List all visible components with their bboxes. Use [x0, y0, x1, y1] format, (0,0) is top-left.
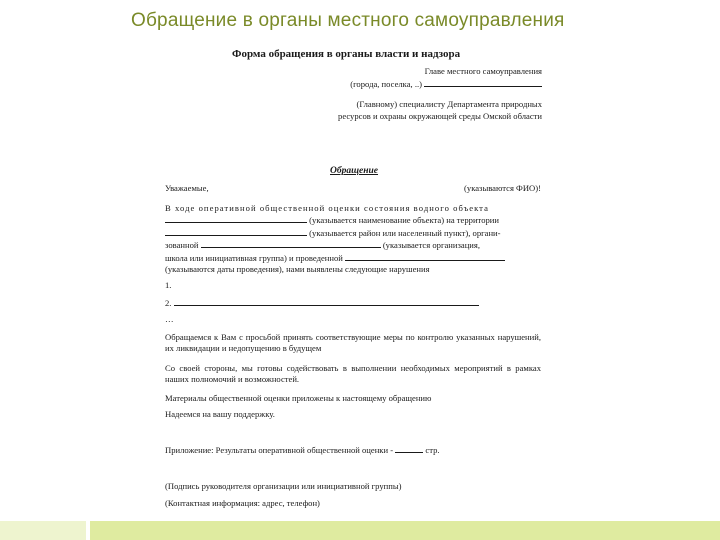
document-heading: Обращение	[330, 166, 379, 176]
fill-line	[165, 227, 307, 236]
fill-line	[165, 214, 307, 223]
signature-note: (Подпись руководителя организации или инициативной группы)	[165, 481, 402, 491]
materials-paragraph: Материалы общественной оценки приложены к настоящему обращению	[165, 393, 432, 403]
body-line: В ходе оперативной общественной оценки состояния водного объекта	[165, 203, 489, 213]
body-line: (указывается наименование объекта) на территории	[165, 214, 541, 226]
fill-line	[174, 297, 479, 306]
hope-paragraph: Надеемся на вашу поддержку.	[165, 409, 275, 419]
item-2: 2.	[165, 297, 541, 309]
fill-line	[424, 78, 542, 87]
item-ellipsis: …	[165, 314, 174, 324]
slide-title: Обращение в органы местного самоуправления	[131, 10, 565, 31]
body-paragraph	[165, 203, 541, 275]
body-line: зованной (указывается организация,	[165, 240, 480, 251]
greeting-left: Уважаемые,	[165, 183, 209, 193]
greeting-right: (указываются ФИО)!	[464, 183, 541, 193]
fill-line	[345, 252, 505, 261]
body-line: (указываются даты проведения), нами выявлены следующие нарушения	[165, 264, 430, 275]
fill-line	[201, 239, 381, 248]
contact-note: (Контактная информация: адрес, телефон)	[165, 498, 320, 508]
request-paragraph: Обращаемся к Вам с просьбой принять соответствующие меры по контролю указанных нарушений, их ликвидации и недопущению в будущем	[165, 332, 541, 354]
footer-bar-left	[0, 521, 86, 540]
fill-line	[395, 444, 423, 453]
addressee-dept-line1: (Главному) специалисту Департамента природных	[356, 99, 542, 109]
body-line: (указывается район или населенный пункт), органи-	[165, 227, 541, 239]
addressee-dept-line2: ресурсов и охраны окружающей среды Омской области	[338, 111, 542, 121]
greeting	[165, 183, 541, 194]
body-line: школа или инициативная группа) и проведенной	[165, 252, 541, 264]
footer-bar	[90, 521, 720, 540]
item-1: 1.	[165, 280, 172, 290]
assist-paragraph: Со своей стороны, мы готовы содействовать в выполнении необходимых мероприятий в рамках наших полномочий и возможностей.	[165, 363, 541, 385]
form-title: Форма обращения в органы власти и надзора	[232, 48, 461, 60]
addressee-head-line1: Главе местного самоуправления	[424, 66, 542, 76]
addressee-head-line2: (города, поселка, ..)	[350, 78, 542, 90]
attachment-line: Приложение: Результаты оперативной общественной оценки - стр.	[165, 445, 440, 455]
